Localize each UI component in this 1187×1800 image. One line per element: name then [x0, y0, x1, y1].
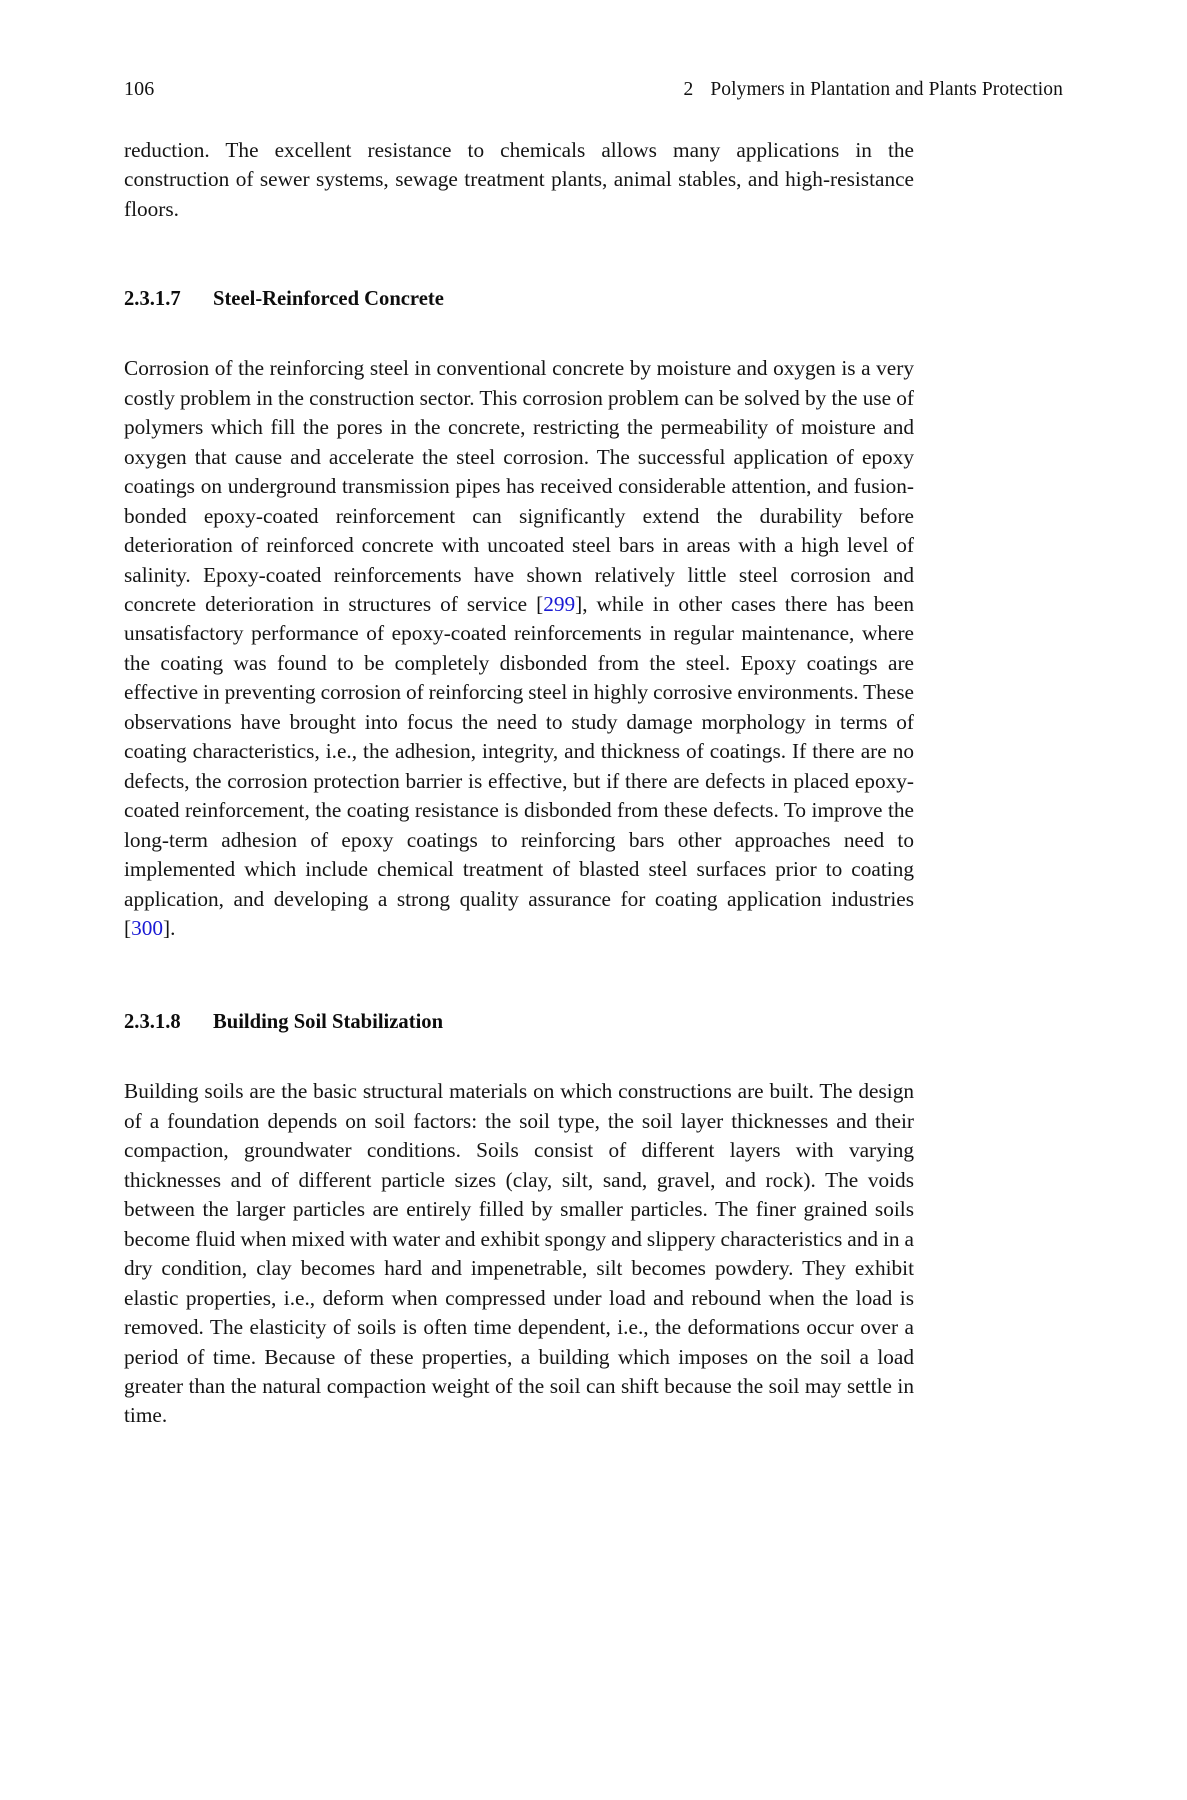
- page-number: 106: [124, 78, 155, 100]
- section-heading-2-3-1-7: [124, 286, 914, 312]
- spacer: [124, 1035, 914, 1077]
- paragraph-text-part-3: ].: [163, 915, 176, 940]
- section-heading-2-3-1-8: [124, 1009, 914, 1035]
- running-title: Polymers in Plantation and Plants Protection: [710, 79, 1063, 100]
- spacer: [124, 312, 914, 354]
- running-head-right: [683, 79, 1063, 101]
- section-number: 2.3.1.7: [124, 288, 181, 311]
- chapter-number: 2: [683, 79, 694, 100]
- section-title: Steel-Reinforced Concrete: [213, 288, 444, 311]
- building-soil-stabilization-paragraph: Building soils are the basic structural materials on which constructions are built. The design of a foundation depends on soil factors: the soil type, the soil layer thicknesses and their compaction, groundwater conditions. Soils consist of different layers with varying thicknesses and of different particle sizes (clay, silt, sand, gravel, and rock). The voids between the larger particles are entirely filled by smaller particles. The finer grained soils become fluid when mixed with water and exhibit spongy and slippery characteristics and in a dry condition, clay becomes hard and impenetrable, silt becomes powdery. They exhibit elastic properties, i.e., deform when compressed under load and rebound when the load is removed. The elasticity of soils is often time dependent, i.e., the deformations occur over a period of time. Because of these properties, a building which imposes on the soil a load greater than the natural compaction weight of the soil can shift because the soil may settle in time.: [124, 1079, 914, 1428]
- steel-reinforced-concrete-paragraph: [124, 354, 914, 943]
- paragraph-text-part-1: Corrosion of the reinforcing steel in conventional concrete by moisture and oxygen is a very costly problem in the construction sector. This corrosion problem can be solved by the use of polymers which fill the pores in the concrete, restricting the permeability of moisture and oxygen that cause and accelerate the steel corrosion. The successful application of epoxy coatings on underground transmission pipes has received considerable attention, and fusion-bonded epoxy-coated reinforcement can significantly extend the durability before deterioration of reinforced concrete with uncoated steel bars in areas with a high level of salinity. Epoxy-coated reinforcements have shown relatively little steel corrosion and concrete deterioration in structures of service [: [124, 356, 914, 616]
- running-head: [124, 78, 1063, 104]
- section-number: 2.3.1.8: [124, 1011, 181, 1034]
- text-column: [124, 136, 914, 1431]
- spacer: [124, 943, 914, 1009]
- section-title: Building Soil Stabilization: [213, 1011, 444, 1034]
- spacer: [124, 224, 914, 286]
- intro-paragraph: reduction. The excellent resistance to chemicals allows many applications in the construction of sewer systems, sewage treatment plants, animal stables, and high-resistance floors.: [124, 138, 914, 221]
- citation-link-299[interactable]: 299: [543, 591, 576, 616]
- citation-link-300[interactable]: 300: [131, 915, 164, 940]
- paragraph-text-part-2: ], while in other cases there has been unsatisfactory performance of epoxy-coated reinforcements in regular maintenance, where the coating was found to be completely disbonded from the steel. Epoxy coatings are effective in preventing corrosion of reinforcing steel in highly corrosive environments. These observations have brought into focus the need to study damage morphology in terms of coating characteristics, i.e., the adhesion, integrity, and thickness of coatings. If there are no defects, the corrosion protection barrier is effective, but if there are defects in placed epoxy-coated reinforcement, the coating resistance is disbonded from these defects. To improve the long-term adhesion of epoxy coatings to reinforcing bars other approaches need to implemented which include chemical treatment of blasted steel surfaces prior to coating application, and developing a strong quality assurance for coating application industries [: [124, 591, 915, 940]
